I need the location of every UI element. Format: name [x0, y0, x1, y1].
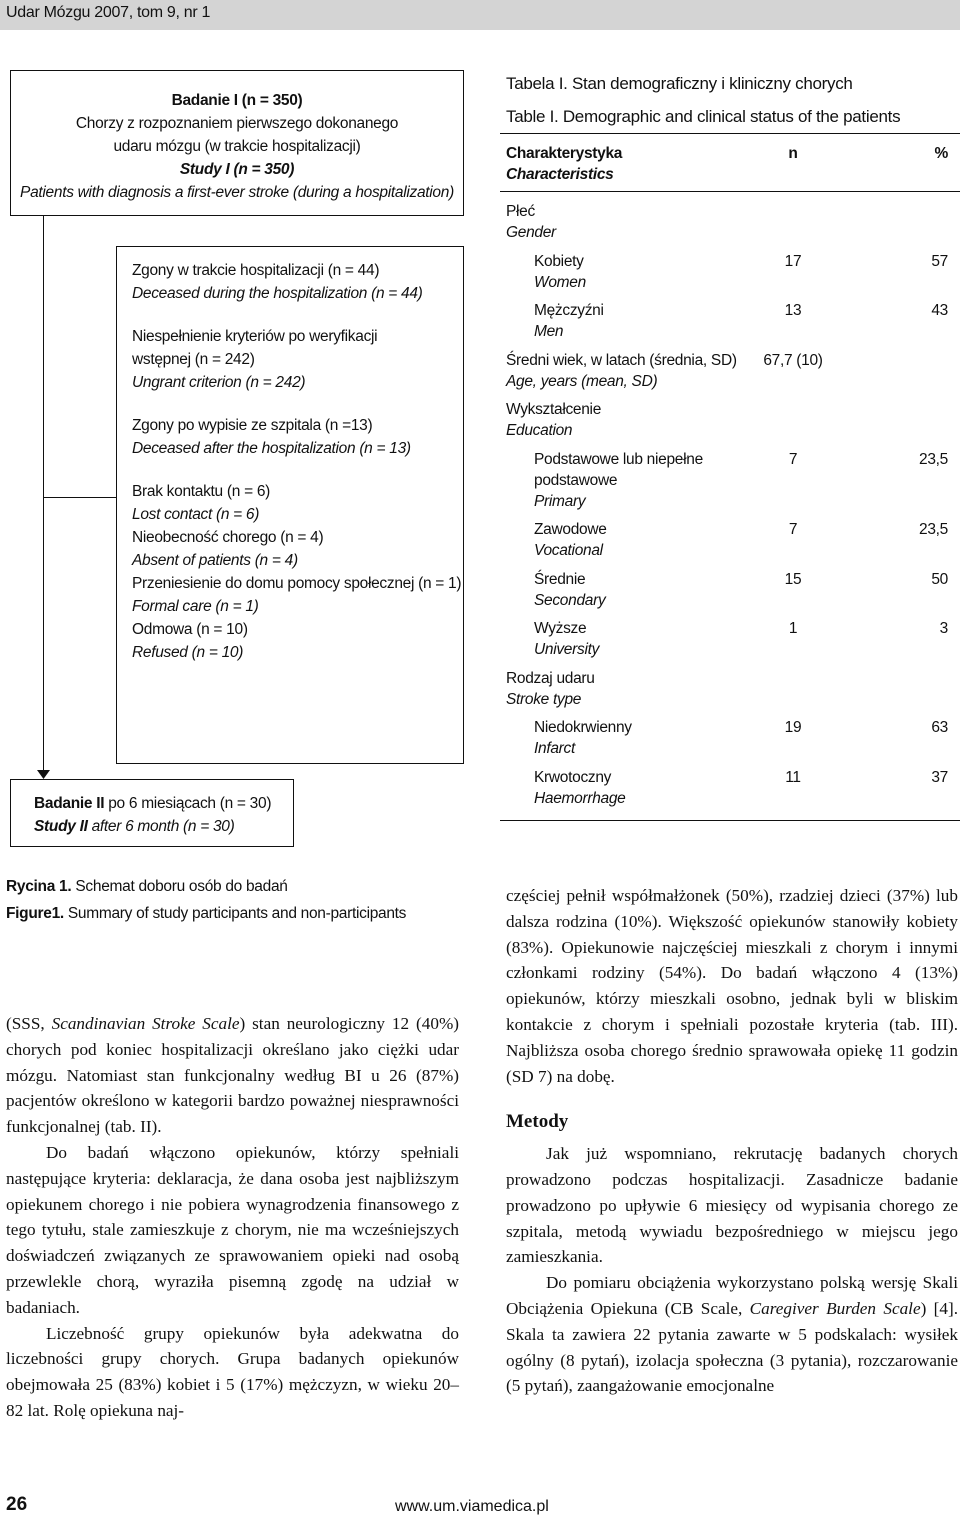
table-top-rule: [500, 133, 960, 134]
table-row: [506, 449, 956, 512]
row-label-pl: Płeć: [506, 203, 535, 220]
row-n: 11: [785, 768, 801, 786]
row-label-pl: Mężczyźni: [534, 302, 604, 319]
body-column-right: [506, 883, 958, 1399]
row-percent: 63: [931, 719, 948, 736]
header-n: n: [788, 145, 798, 162]
header-char-en: Characteristics: [506, 166, 614, 183]
loss-pl: Brak kontaktu (n = 6): [132, 483, 271, 500]
study1-box: [10, 70, 464, 216]
exclusion-pl: Niespełnienie kryteriów po weryfikacji: [132, 328, 378, 345]
exclusion-pl: Zgony po wypisie ze szpitala (n =13): [132, 417, 373, 434]
row-label-pl: Niedokrwienny: [534, 719, 632, 736]
figure-caption-en: Figure1. Summary of study participants and non-participants: [6, 905, 407, 922]
row-label-pl: Rodzaj udaru: [506, 669, 595, 687]
exclusion-group: [132, 259, 463, 305]
exclusion-box: [116, 246, 464, 764]
row-n: 19: [784, 719, 802, 736]
table-row: [506, 350, 956, 392]
loss-en: Absent of patients (n = 4): [132, 552, 298, 569]
table-header-row: [506, 143, 956, 185]
exclusion-pl: Zgony w trakcie hospitalizacji (n = 44): [132, 262, 380, 279]
page-number: 26: [6, 1494, 28, 1515]
table-body: [506, 201, 956, 809]
row-percent: 3: [939, 620, 948, 637]
row-label-pl: Średni wiek, w latach (średnia, SD): [506, 351, 737, 369]
row-label-en: Infarct: [534, 740, 575, 757]
table-row: [506, 717, 956, 759]
table-caption-pl: Tabela I. Stan demograficzny i kliniczny chorych: [506, 74, 853, 93]
journal-title: Udar Mózgu 2007, tom 9, nr 1: [6, 4, 211, 21]
study2-title-pl: Badanie II po 6 miesiącach (n = 30): [34, 795, 272, 812]
study1-desc-pl-2: udaru mózgu (w trakcie hospitalizacji): [113, 138, 361, 155]
table-row: [506, 519, 956, 561]
figure-caption-pl: Rycina 1. Schemat doboru osób do badań: [6, 878, 288, 895]
row-label-en: Gender: [506, 224, 556, 241]
row-label-en: Haemorrhage: [534, 789, 626, 807]
row-n: 7: [788, 521, 798, 538]
arrowhead-icon: [37, 770, 50, 780]
connector-line: [43, 216, 44, 774]
row-label-en: Secondary: [534, 591, 606, 609]
body-column-left: [6, 1011, 459, 1424]
connector-line: [43, 497, 116, 498]
header-char-pl: Charakterystyka: [506, 145, 623, 162]
row-label-en: University: [534, 641, 600, 658]
study2-box: [10, 779, 294, 847]
row-percent: 50: [931, 570, 948, 588]
row-label-pl: Podstawowe lub niepełne: [534, 450, 703, 468]
row-n: 13: [784, 302, 802, 319]
loss-en: Formal care (n = 1): [132, 598, 259, 615]
paragraph: (SSS, Scandinavian Stroke Scale) stan neurologiczny 12 (40%) chorych pod koniec hospitalizacji określano jako ciężki udar mózgu. Natomiast stan funkcjonalny według BI u 26 (87%) pacjentów określono w kategorii bardzo poważnej niesprawności funkcjonalnej (tab. II).: [6, 1014, 459, 1137]
table-row: [506, 300, 956, 342]
table-caption-en: Table I. Demographic and clinical status of the patients: [506, 107, 901, 126]
row-percent: 23,5: [919, 521, 948, 538]
table-row: [506, 569, 956, 611]
row-label-pl: Średnie: [534, 570, 586, 588]
row-label-en: Education: [506, 422, 573, 439]
paragraph: częściej pełnił współmałżonek (50%), rzadziej dzieci (37%) lub dalsza rodzina (10%). Większość opiekunów stanowiły kobiety (83%). Opiekunowie najczęściej mieszkali z chorym i innymi członkami rodziny (54%). Do badań włączono 4 (13%) opiekunów, którzy mieszkali osobno, jednak byli w bliskim kontakcie z chorym i spełniali pozostałe kryteria (tab. III). Najbliższa osoba chorego średnio sprawowała opiekę 11 godzin (SD 7) na dobę.: [506, 886, 958, 1086]
row-label-pl: Zawodowe: [534, 521, 607, 538]
table-row: [506, 201, 956, 243]
study1-title-pl: Badanie I (n = 350): [171, 92, 303, 109]
figure-caption: [6, 877, 476, 924]
row-n: 7: [788, 450, 798, 468]
study1-desc-pl-1: Chorzy z rozpoznaniem pierwszego dokonanego: [75, 115, 399, 132]
table-caption: [506, 67, 956, 133]
paragraph: Do badań włączono opiekunów, którzy spełniali następujące kryteria: deklaracja, że dana osoba jest najbliższym opiekunem chorego i nie pobiera wynagrodzenia finansowego z tego tytułu, stale zamieszkuje z chorym, nie ma wcześniejszych doświadczeń związanych ze sprawowaniem opieki nad osobą przewlekle chorą, wyraziła pisemną zgodę na udział w badaniach.: [6, 1142, 459, 1317]
row-label-pl: Kobiety: [534, 252, 584, 270]
row-label-en: Vocational: [534, 542, 603, 559]
loss-pl: Nieobecność chorego (n = 4): [132, 529, 324, 546]
row-label-pl-2: podstawowe: [534, 471, 618, 489]
paragraph: Do pomiaru obciążenia wykorzystano polską wersję Skali Obciążenia Opiekuna (CB Scale, Caregiver Burden Scale) [4]. Skala ta zawiera 22 pytania zawarte w 5 podskalach: wysiłek ogólny (8 pytań), izolacja społeczna (3 pytania), rozczarowanie (5 pytań), zaangażowanie emocjonalne: [506, 1273, 958, 1396]
row-n: 17: [784, 252, 802, 270]
row-label-pl: Wyższe: [534, 620, 587, 637]
table-bottom-rule: [500, 820, 960, 821]
row-n: 67,7 (10): [763, 351, 823, 369]
loss-group: [132, 480, 463, 664]
row-label-en: Women: [534, 273, 586, 291]
row-label-en: Primary: [534, 492, 586, 510]
loss-en: Refused (n = 10): [132, 644, 244, 661]
table-row: [506, 618, 956, 660]
row-label-en: Men: [534, 323, 564, 340]
row-label-pl: Krwotoczny: [534, 768, 612, 786]
paragraph: Liczebność grupy opiekunów była adekwatna do liczebności grupy chorych. Grupa badanych opiekunów obejmowała 25 (83%) kobiet i 5 (17%) mężczyzn, w wieku 20–82 lat. Rolę opiekuna naj-: [6, 1323, 459, 1420]
table-row: [506, 251, 956, 293]
row-label-en: Stroke type: [506, 690, 582, 708]
study1-title-en: Study I (n = 350): [179, 161, 295, 178]
exclusion-en: Deceased after the hospitalization (n = 13): [132, 440, 411, 457]
exclusion-en: Deceased during the hospitalization (n = 44): [132, 285, 423, 302]
study1-desc-en: Patients with diagnosis a first-ever stroke (during a hospitalization): [20, 184, 454, 201]
row-percent: 23,5: [919, 450, 948, 468]
exclusion-pl-2: wstępnej (n = 242): [132, 351, 255, 368]
table-row: [506, 767, 956, 809]
row-percent: 37: [931, 768, 948, 786]
row-label-en: Age, years (mean, SD): [506, 372, 658, 390]
exclusion-en: Ungrant criterion (n = 242): [132, 374, 306, 391]
running-header: [0, 0, 960, 30]
section-heading: Metody: [506, 1111, 569, 1133]
row-label-pl: Wykształcenie: [506, 401, 602, 418]
footer-url: www.um.viamedica.pl: [395, 1498, 549, 1515]
exclusion-group: [132, 414, 463, 460]
loss-pl: Odmowa (n = 10): [132, 621, 248, 638]
row-percent: 43: [931, 302, 948, 319]
table-row: [506, 399, 956, 441]
table-row: [506, 668, 956, 710]
row-n: 1: [788, 620, 798, 637]
loss-pl: Przeniesienie do domu pomocy społecznej (n = 1): [132, 575, 462, 592]
demographics-table: [506, 143, 956, 816]
loss-en: Lost contact (n = 6): [132, 506, 260, 523]
header-percent: %: [934, 145, 948, 162]
study2-title-en: Study II after 6 month (n = 30): [34, 818, 235, 835]
row-n: 15: [784, 570, 802, 588]
row-percent: 57: [931, 252, 948, 270]
paragraph: Jak już wspomniano, rekrutację badanych chorych prowadzono podczas hospitalizacji. Zasadnicze badanie prowadzono po upływie 6 miesięcy od wypisania chorego ze szpitala, metodą wywiadu bezpośredniego w miejscu jego zamieszkania.: [506, 1144, 958, 1267]
exclusion-group: [132, 325, 463, 394]
